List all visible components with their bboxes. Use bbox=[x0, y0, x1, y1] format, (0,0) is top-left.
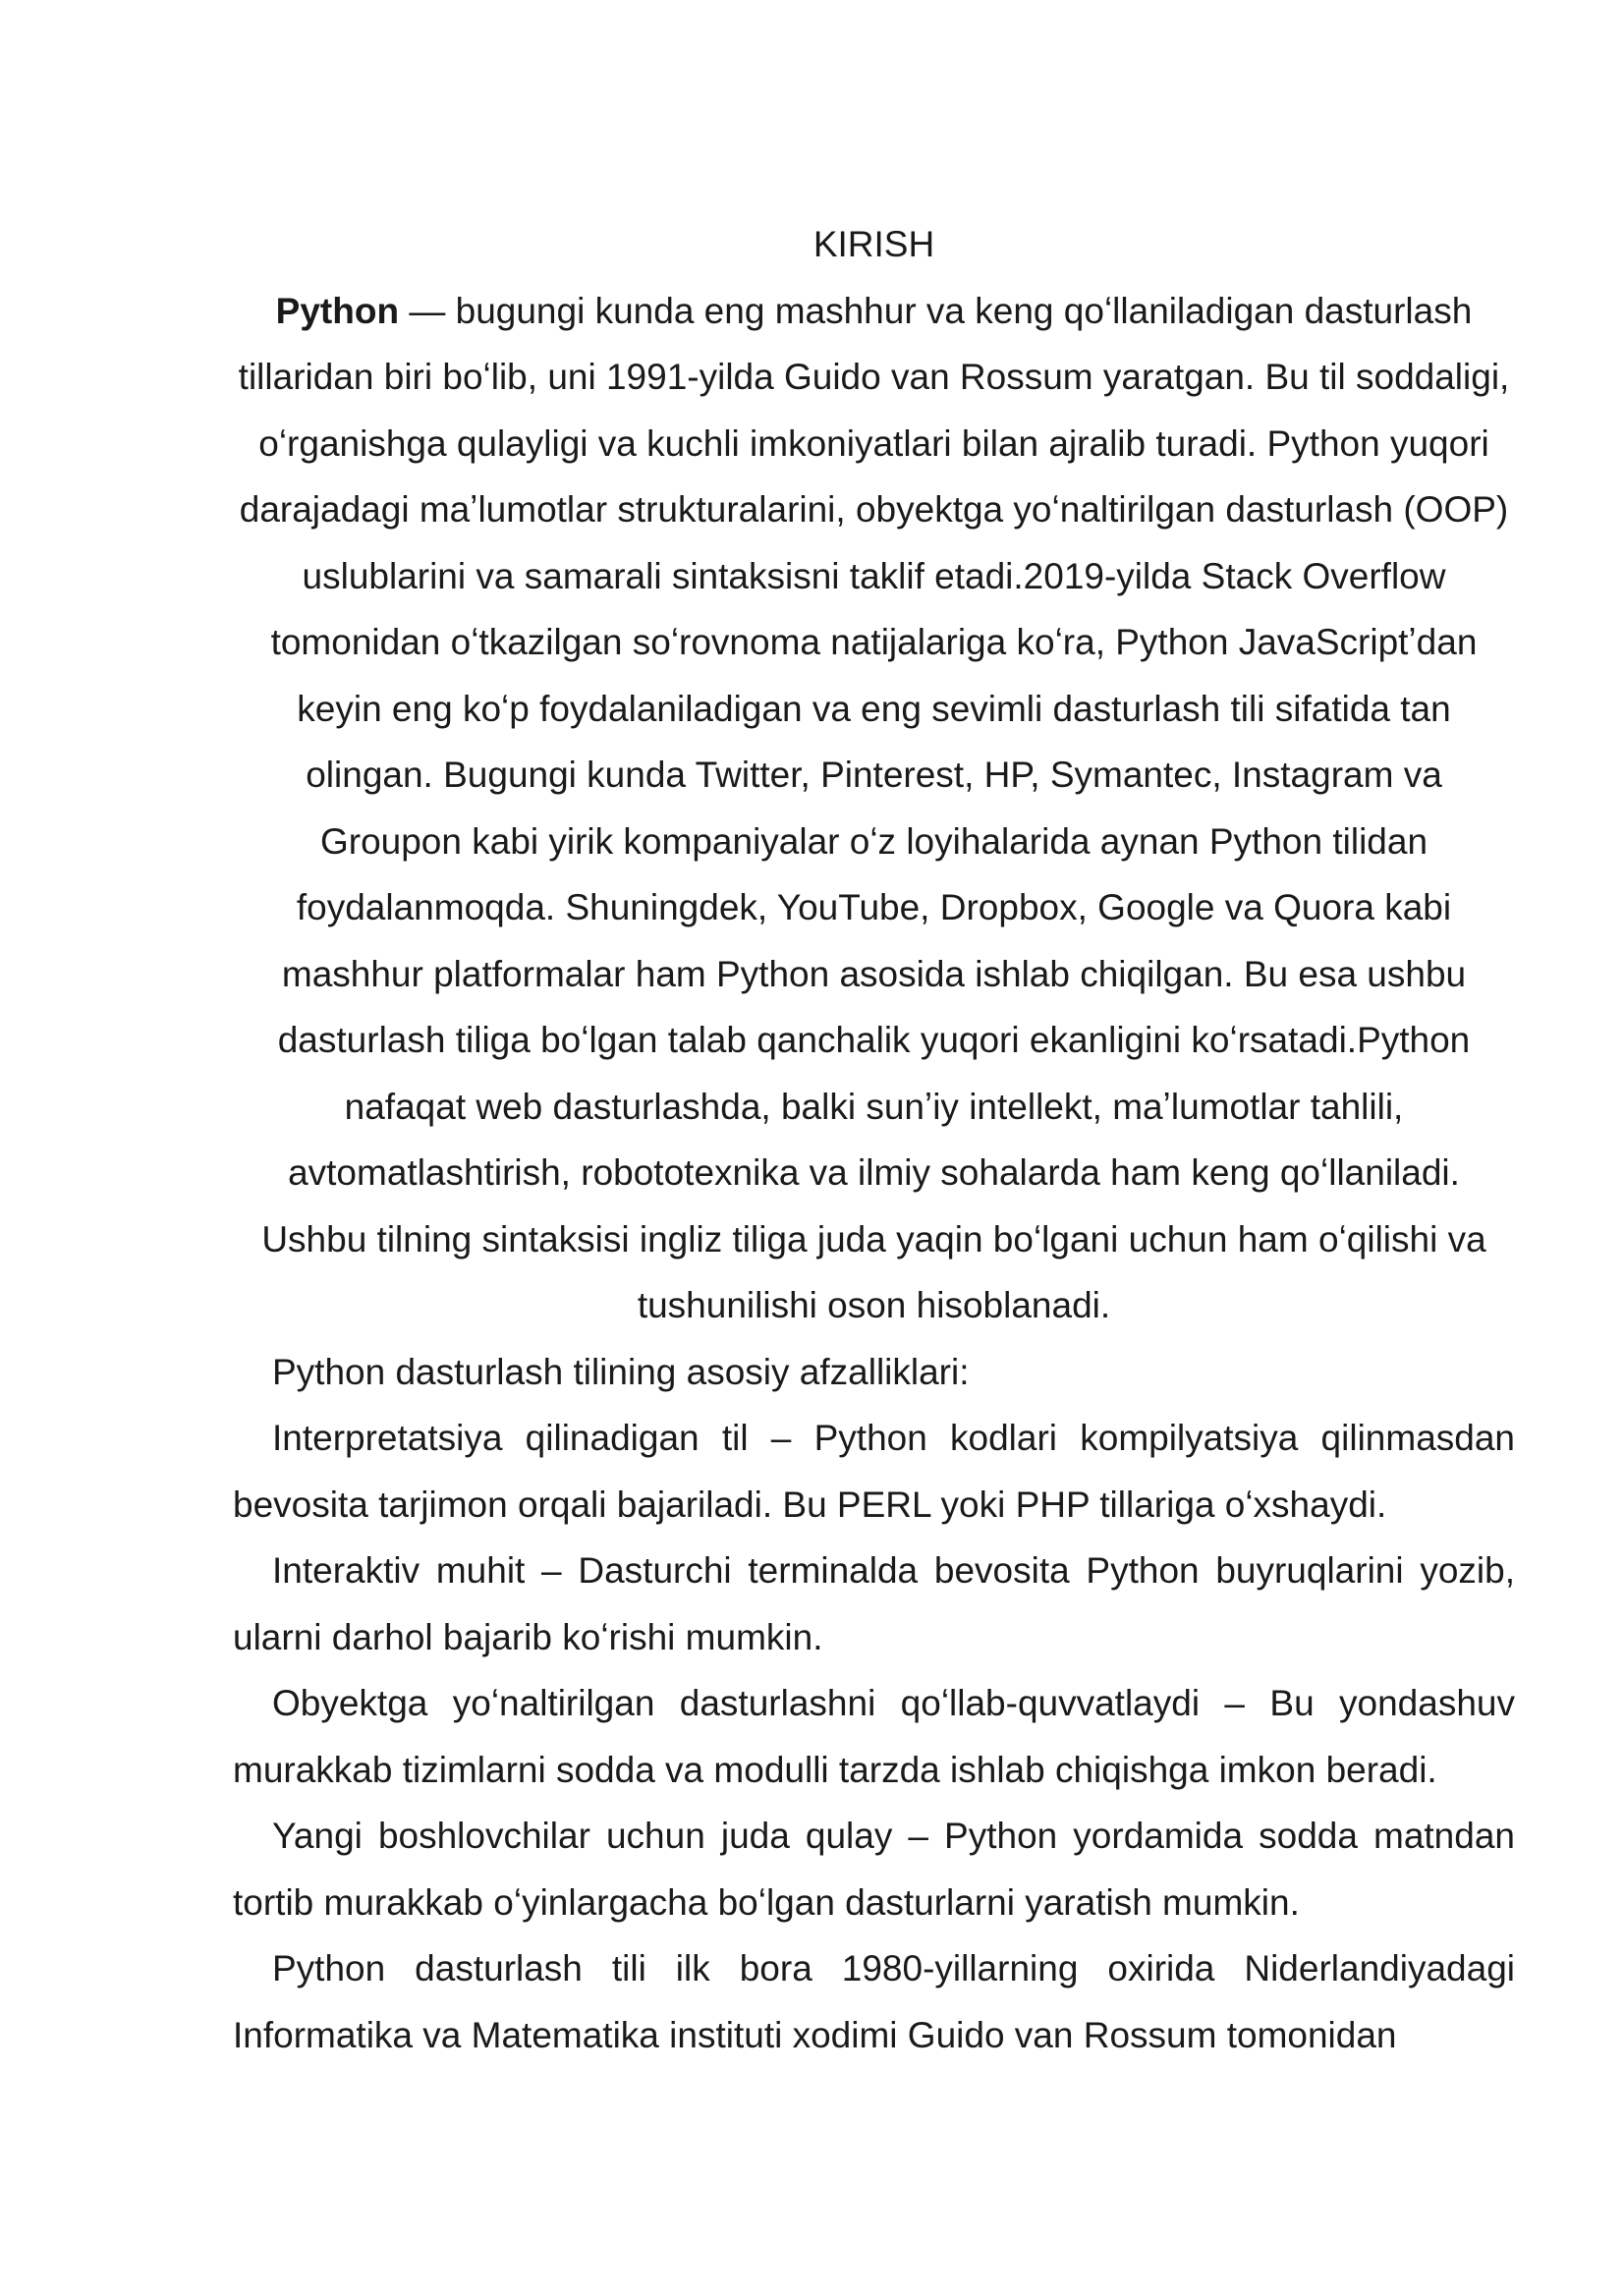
intro-paragraph bbox=[233, 278, 1515, 1339]
intro-lead-term: Python bbox=[275, 290, 400, 331]
advantage-text: Bu yondashuv murakkab tizimlarni sodda va modulli tarzda ishlab chiqishga imkon beradi. bbox=[233, 1683, 1515, 1790]
advantage-item-beginners bbox=[233, 1803, 1515, 1935]
advantage-separator: – bbox=[748, 1418, 814, 1458]
advantage-item-oop bbox=[233, 1670, 1515, 1803]
advantage-item-interactive bbox=[233, 1538, 1515, 1670]
advantage-text: Python yordamida sodda matndan tortib murakkab oʻyinlargacha boʻlgan dasturlarni yaratish mumkin. bbox=[233, 1816, 1515, 1923]
history-paragraph: Python dasturlash tili ilk bora 1980-yillarning oxirida Niderlandiyadagi Informatika va Matematika instituti xodimi Guido van Rossum tomonidan bbox=[233, 1948, 1515, 2055]
page-title: KIRISH bbox=[812, 224, 935, 264]
advantage-title: Interpretatsiya qilinadigan til bbox=[272, 1418, 749, 1458]
document-body bbox=[233, 211, 1515, 2068]
advantage-separator: – bbox=[892, 1816, 945, 1856]
advantage-text: Python kodlari kompilyatsiya qilinmasdan bevosita tarjimon orqali bajariladi. Bu PERL yoki PHP tillariga oʻxshaydi. bbox=[233, 1418, 1516, 1525]
advantage-title: Interaktiv muhit bbox=[272, 1550, 526, 1591]
intro-text: — bugungi kunda eng mashhur va keng qoʻllaniladigan dasturlash tillaridan biri boʻlib, uni 1991-yilda Guido van Rossum yaratgan. Bu til soddaligi, oʻrganishga qulayligi va kuchli imkoniyatlari bilan ajralib turadi. Python yuqori darajadagi maʼlumotlar strukturalarini, obyektga yoʻnaltirilgan dasturlash (OOP) uslublarini va samarali sintaksisni taklif etadi.2019-yilda Stack Overflow tomonidan oʻtkazilgan soʻrovnoma natijalariga koʻra, Python JavaScriptʼdan keyin eng koʻp foydalaniladigan va eng sevimli dasturlash tili sifatida tan olingan. Bugungi kunda Twitter, Pinterest, HP, Symantec, Instagram va Groupon kabi yirik kompaniyalar oʻz loyihalarida aynan Python tilidan foydalanmoqda. Shuningdek, YouTube, Dropbox, Google va Quora kabi mashhur platformalar ham Python asosida ishlab chiqilgan. Bu esa ushbu dasturlash tiliga boʻlgan talab qanchalik yuqori ekanligini koʻrsatadi.Python nafaqat web dasturlashda, balki sunʼiy intellekt, maʼlumotlar tahlili, avtomatlashtirish, robototexnika va ilmiy sohalarda ham keng qoʻllaniladi. Ushbu tilning sintaksisi ingliz tiliga juda yaqin boʻlgani uchun ham oʻqilishi va tushunilishi oson hisoblanadi. bbox=[238, 290, 1510, 1325]
advantage-separator: – bbox=[1200, 1683, 1270, 1723]
advantage-title: Yangi boshlovchilar uchun juda qulay bbox=[272, 1816, 893, 1856]
advantage-separator: – bbox=[525, 1550, 579, 1591]
advantages-intro: Python dasturlash tilining asosiy afzalliklari: bbox=[272, 1351, 970, 1392]
advantage-text: Dasturchi terminalda bevosita Python buyruqlarini yozib, ularni darhol bajarib koʻrishi mumkin. bbox=[233, 1550, 1515, 1657]
advantage-title: Obyektga yoʻnaltirilgan dasturlashni qoʻllab-quvvatlaydi bbox=[272, 1683, 1201, 1723]
advantage-item-interpreted bbox=[233, 1405, 1515, 1538]
